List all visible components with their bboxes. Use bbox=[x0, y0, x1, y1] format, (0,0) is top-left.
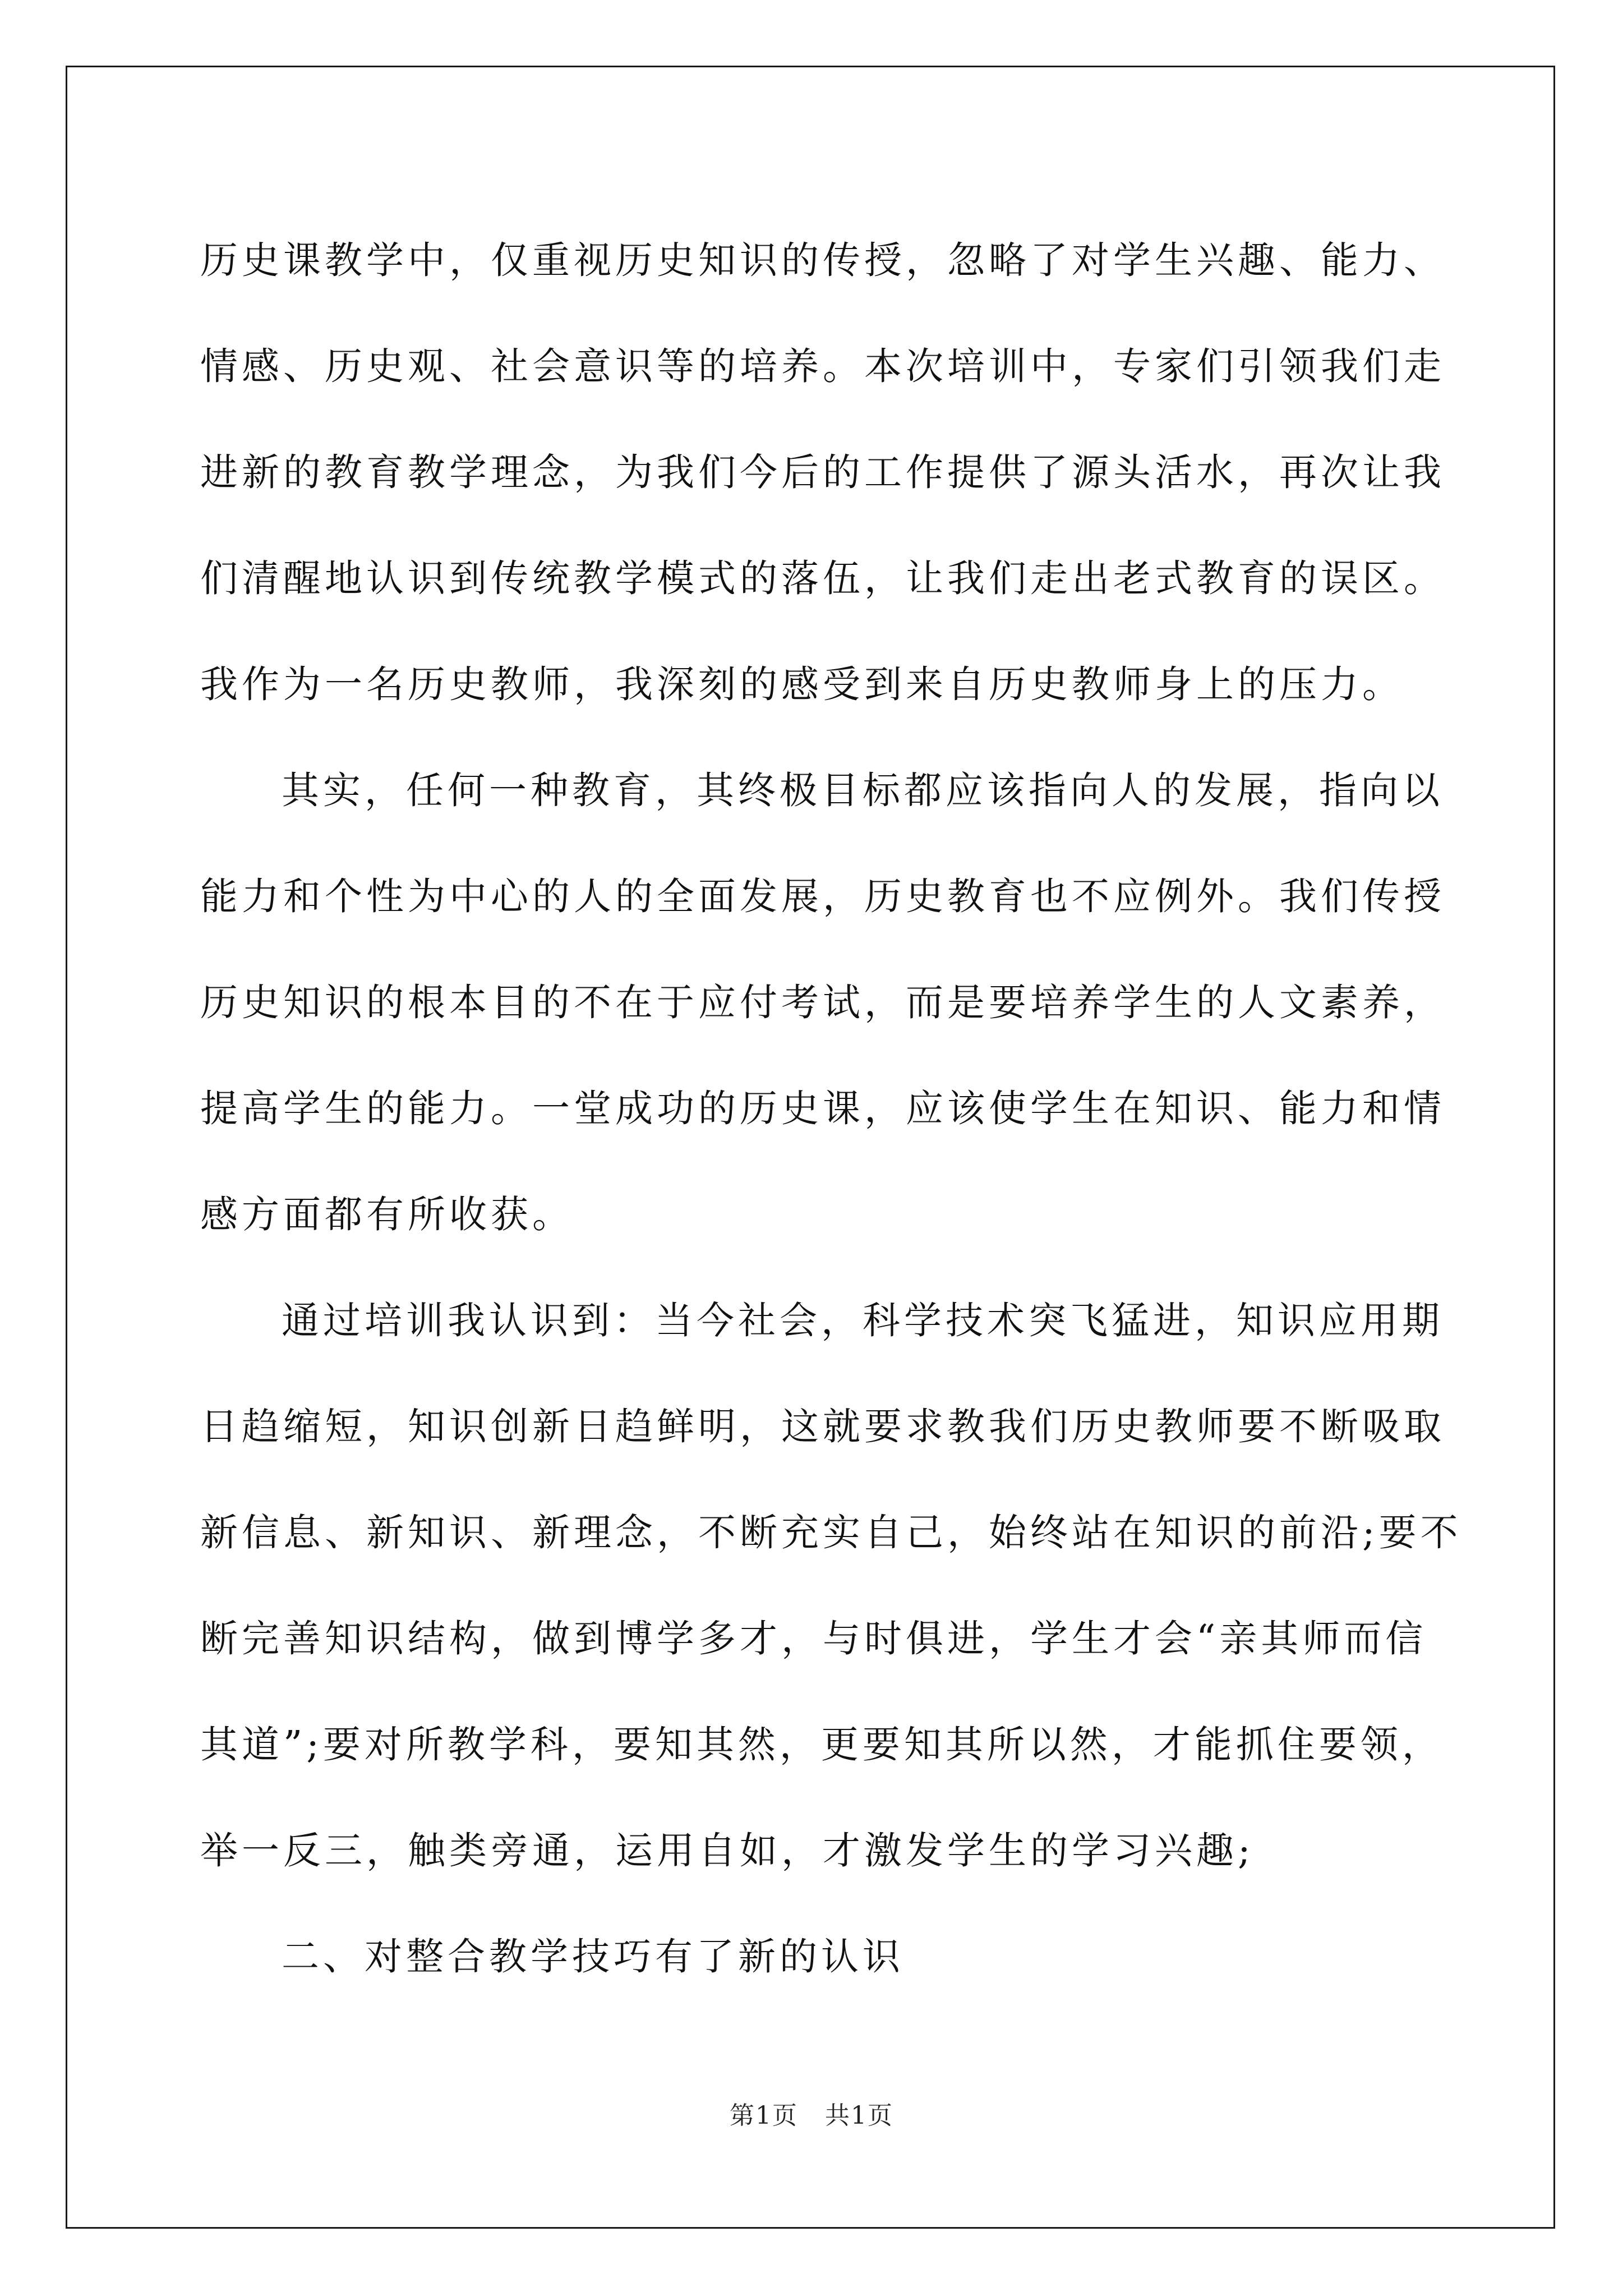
body-line: 情感、历史观、社会意识等的培养。本次培训中，专家们引领我们走 bbox=[200, 344, 1445, 388]
body-line: 进新的教育教学理念，为我们今后的工作提供了源头活水，再次让我 bbox=[200, 450, 1445, 494]
body-line: 历史知识的根本目的不在于应付考试，而是要培养学生的人文素养， bbox=[200, 981, 1445, 1024]
body-line: 提高学生的能力。一堂成功的历史课，应该使学生在知识、能力和情 bbox=[200, 1087, 1445, 1130]
page-number: 第1页 bbox=[730, 2101, 799, 2130]
section-heading: 二、对整合教学技巧有了新的认识 bbox=[282, 1935, 904, 1978]
body-line: 举一反三，触类旁通，运用自如，才激发学生的学习兴趣; bbox=[200, 1829, 1255, 1872]
body-line: 新信息、新知识、新理念，不断充实自己，始终站在知识的前沿;要不 bbox=[200, 1511, 1462, 1554]
body-line: 能力和个性为中心的人的全面发展，历史教育也不应例外。我们传授 bbox=[200, 875, 1445, 918]
body-line: 们清醒地认识到传统教学模式的落伍，让我们走出老式教育的误区。 bbox=[200, 556, 1445, 600]
body-line: 我作为一名历史教师，我深刻的感受到来自历史教师身上的压力。 bbox=[200, 662, 1404, 706]
body-line: 历史课教学中，仅重视历史知识的传授，忽略了对学生兴趣、能力、 bbox=[200, 238, 1445, 282]
page-footer bbox=[0, 2095, 1623, 2131]
document-body bbox=[200, 208, 1462, 2010]
body-line: 断完善知识结构，做到博学多才，与时俱进，学生才会“亲其师而信 bbox=[200, 1617, 1427, 1660]
body-line: 其道”;要对所教学科，要知其然，更要知其所以然，才能抓住要领， bbox=[200, 1723, 1444, 1766]
body-line: 日趋缩短，知识创新日趋鲜明，这就要求教我们历史教师要不断吸取 bbox=[200, 1405, 1445, 1448]
page-total: 共1页 bbox=[824, 2101, 893, 2130]
body-line: 通过培训我认识到：当今社会，科学技术突飞猛进，知识应用期 bbox=[282, 1299, 1444, 1342]
body-line: 其实，任何一种教育，其终极目标都应该指向人的发展，指向以 bbox=[282, 769, 1444, 812]
body-line: 感方面都有所收获。 bbox=[200, 1193, 574, 1236]
